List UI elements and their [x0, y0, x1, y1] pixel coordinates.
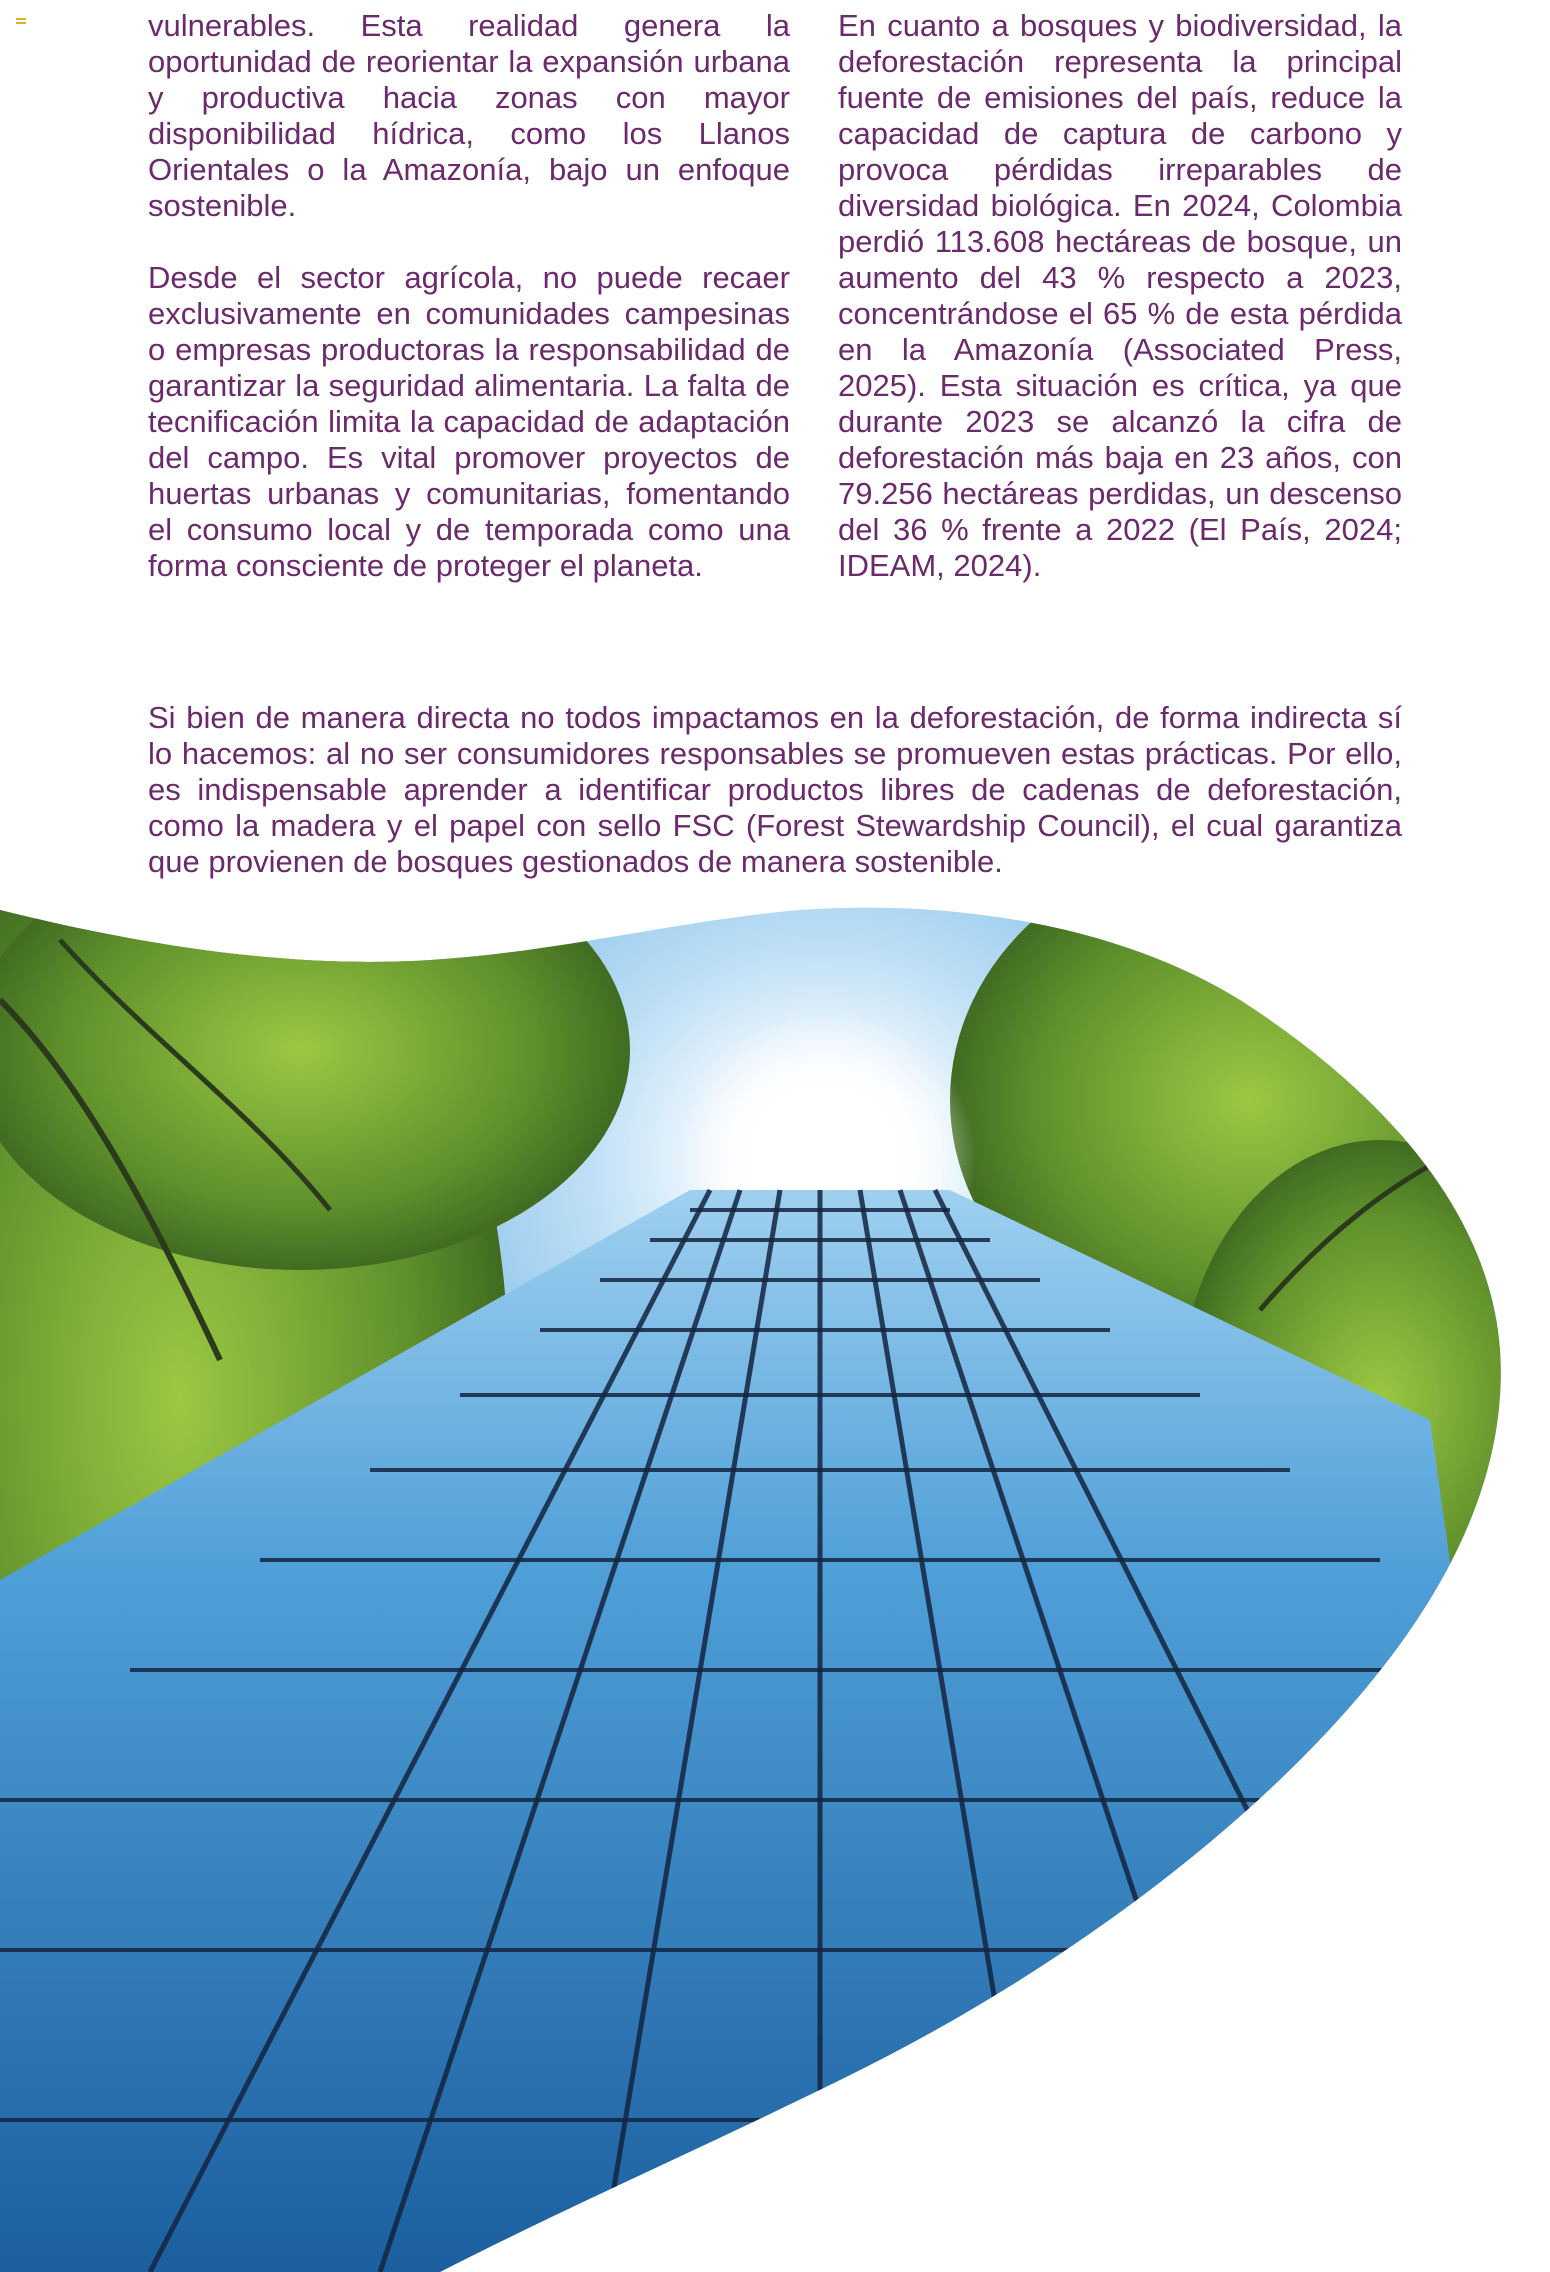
- left-paragraph-2: Desde el sector agrícola, no puede recaer exclusivamente en comunidades campesinas o empresas productoras la responsabilidad de garantizar la seguridad alimentaria. La falta de tecnificación limita la capacidad de adaptación del campo. Es vital promover proyectos de huertas urbanas y comunitarias, fomentando el consumo local y de temporada como una forma consciente de proteger el planeta.: [148, 260, 790, 583]
- corner-mark: [16, 18, 26, 26]
- right-paragraph-1: En cuanto a bosques y biodiversidad, la deforestación representa la principal fuente de emisiones del país, reduce la capacidad de captura de carbono y provoca pérdidas irreparables de diversidad biológica. En 2024, Colombia perdió 113.608 hectáreas de bosque, un aumento del 43 % respecto a 2023, concentrándose el 65 % de esta pérdida en la Amazonía (Associated Press, 2025). Esta situación es crítica, ya que durante 2023 se alcanzó la cifra de deforestación más baja en 23 años, con 79.256 hectáreas perdidas, un descenso del 36 % frente a 2022 (El País, 2024; IDEAM, 2024).: [838, 8, 1402, 583]
- left-paragraph-1: vulnerables. Esta realidad genera la oportunidad de reorientar la expansión urbana y productiva hacia zonas con mayor disponibilidad hídrica, como los Llanos Orientales o la Amazonía, bajo un enfoque sostenible.: [148, 8, 790, 223]
- right-column: [838, 8, 1402, 620]
- full-width-paragraph-block: [148, 700, 1402, 880]
- left-column: [148, 8, 790, 620]
- full-width-paragraph: Si bien de manera directa no todos impactamos en la deforestación, de forma indirecta sí lo hacemos: al no ser consumidores responsables se promueven estas prácticas. Por ello, es indispensable aprender a identificar productos libres de cadenas de deforestación, como la madera y el papel con sello FSC (Forest Stewardship Council), el cual garantiza que provienen de bosques gestionados de manera sostenible.: [148, 700, 1402, 879]
- skyscraper-forest-photo: [0, 880, 1550, 2272]
